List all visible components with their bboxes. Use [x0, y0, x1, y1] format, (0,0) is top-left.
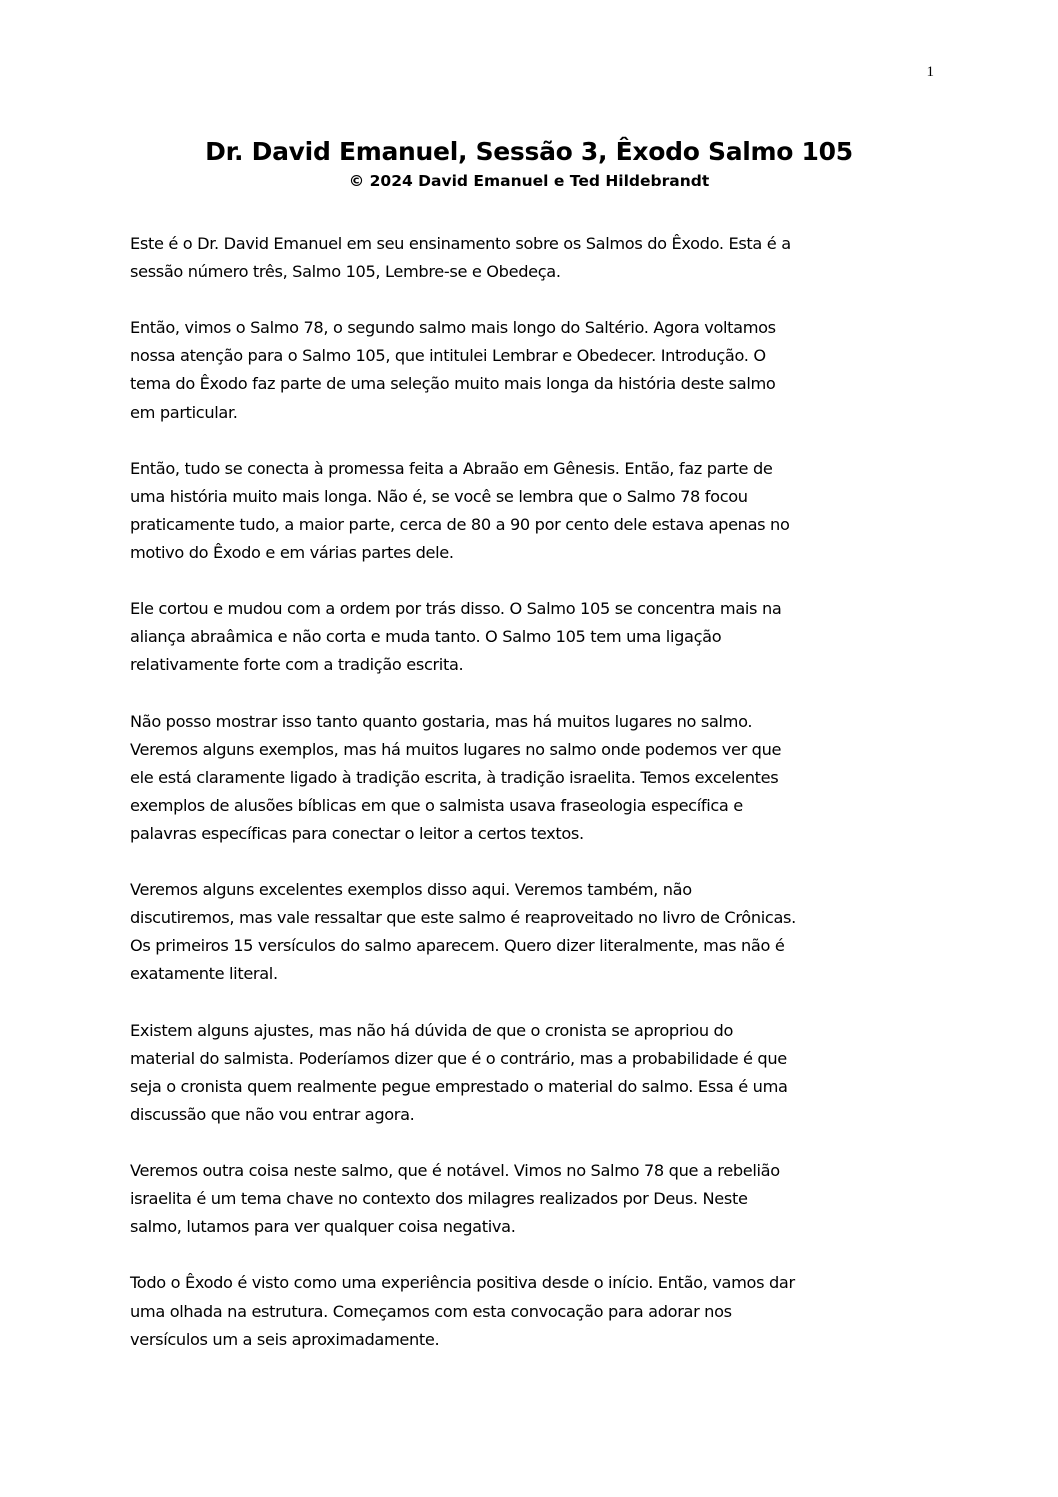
paragraph-line: palavras específicas para conectar o leitor a certos textos.: [130, 823, 584, 843]
paragraph-line: Existem alguns ajustes, mas não há dúvida de que o cronista se apropriou do: [130, 1020, 734, 1040]
paragraph-line: Ele cortou e mudou com a ordem por trás disso. O Salmo 105 se concentra mais na: [130, 599, 782, 619]
paragraph-line: seja o cronista quem realmente pegue emprestado o material do salmo. Essa é uma: [130, 1076, 788, 1096]
paragraph: [130, 1017, 940, 1129]
paragraph: [130, 708, 940, 848]
paragraph-line: Então, vimos o Salmo 78, o segundo salmo mais longo do Saltério. Agora voltamos: [130, 318, 776, 338]
paragraph-line: uma história muito mais longa. Não é, se você se lembra que o Salmo 78 focou: [130, 486, 748, 506]
paragraph-line: exemplos de alusões bíblicas em que o salmista usava fraseologia específica e: [130, 795, 743, 815]
paragraph-line: ele está claramente ligado à tradição escrita, à tradição israelita. Temos excelentes: [130, 767, 779, 787]
document-body: [130, 230, 940, 1382]
page-number: 1: [926, 64, 934, 80]
copyright-line: © 2024 David Emanuel e Ted Hildebrandt: [348, 172, 710, 190]
paragraph-line: sessão número três, Salmo 105, Lembre-se e Obedeça.: [130, 262, 561, 282]
paragraph-line: Então, tudo se conecta à promessa feita a Abraão em Gênesis. Então, faz parte de: [130, 458, 773, 478]
document-title: Dr. David Emanuel, Sessão 3, Êxodo Salmo 105: [205, 137, 853, 166]
paragraph-line: Este é o Dr. David Emanuel em seu ensinamento sobre os Salmos do Êxodo. Esta é a: [130, 234, 791, 253]
paragraph-line: material do salmista. Poderíamos dizer que é o contrário, mas a probabilidade é que: [130, 1048, 787, 1068]
paragraph-line: uma olhada na estrutura. Começamos com esta convocação para adorar nos: [130, 1301, 732, 1321]
paragraph-line: Não posso mostrar isso tanto quanto gostaria, mas há muitos lugares no salmo.: [130, 711, 753, 731]
paragraph-line: Veremos alguns exemplos, mas há muitos lugares no salmo onde podemos ver que: [130, 739, 782, 759]
paragraph-line: aliança abraâmica e não corta e muda tanto. O Salmo 105 tem uma ligação: [130, 627, 722, 647]
document-header: [0, 134, 1058, 192]
paragraph-line: relativamente forte com a tradição escrita.: [130, 655, 464, 675]
paragraph-line: nossa atenção para o Salmo 105, que intitulei Lembrar e Obedecer. Introdução. O: [130, 346, 766, 366]
paragraph-line: motivo do Êxodo e em várias partes dele.: [130, 543, 454, 563]
paragraph: [130, 314, 940, 426]
paragraph-line: em particular.: [130, 402, 238, 422]
paragraph-line: versículos um a seis aproximadamente.: [130, 1329, 440, 1349]
paragraph: [130, 876, 940, 988]
paragraph-line: discutiremos, mas vale ressaltar que este salmo é reaproveitado no livro de Crônicas.: [130, 908, 796, 928]
paragraph-line: Veremos outra coisa neste salmo, que é notável. Vimos no Salmo 78 que a rebelião: [130, 1161, 780, 1181]
paragraph-line: discussão que não vou entrar agora.: [130, 1104, 415, 1124]
paragraph-line: Veremos alguns excelentes exemplos disso aqui. Veremos também, não: [130, 880, 692, 900]
paragraph-line: tema do Êxodo faz parte de uma seleção muito mais longa da história deste salmo: [130, 374, 776, 394]
paragraph-line: praticamente tudo, a maior parte, cerca de 80 a 90 por cento dele estava apenas no: [130, 514, 790, 534]
paragraph-line: Todo o Êxodo é visto como uma experiência positiva desde o início. Então, vamos dar: [130, 1273, 795, 1293]
paragraph-line: Os primeiros 15 versículos do salmo aparecem. Quero dizer literalmente, mas não é: [130, 936, 785, 956]
paragraph: [130, 595, 940, 679]
paragraph-line: salmo, lutamos para ver qualquer coisa negativa.: [130, 1217, 516, 1237]
paragraph-line: israelita é um tema chave no contexto dos milagres realizados por Deus. Neste: [130, 1189, 748, 1209]
paragraph-line: exatamente literal.: [130, 964, 278, 984]
paragraph: [130, 230, 940, 286]
paragraph: [130, 1269, 940, 1353]
paragraph: [130, 455, 940, 567]
paragraph: [130, 1157, 940, 1241]
